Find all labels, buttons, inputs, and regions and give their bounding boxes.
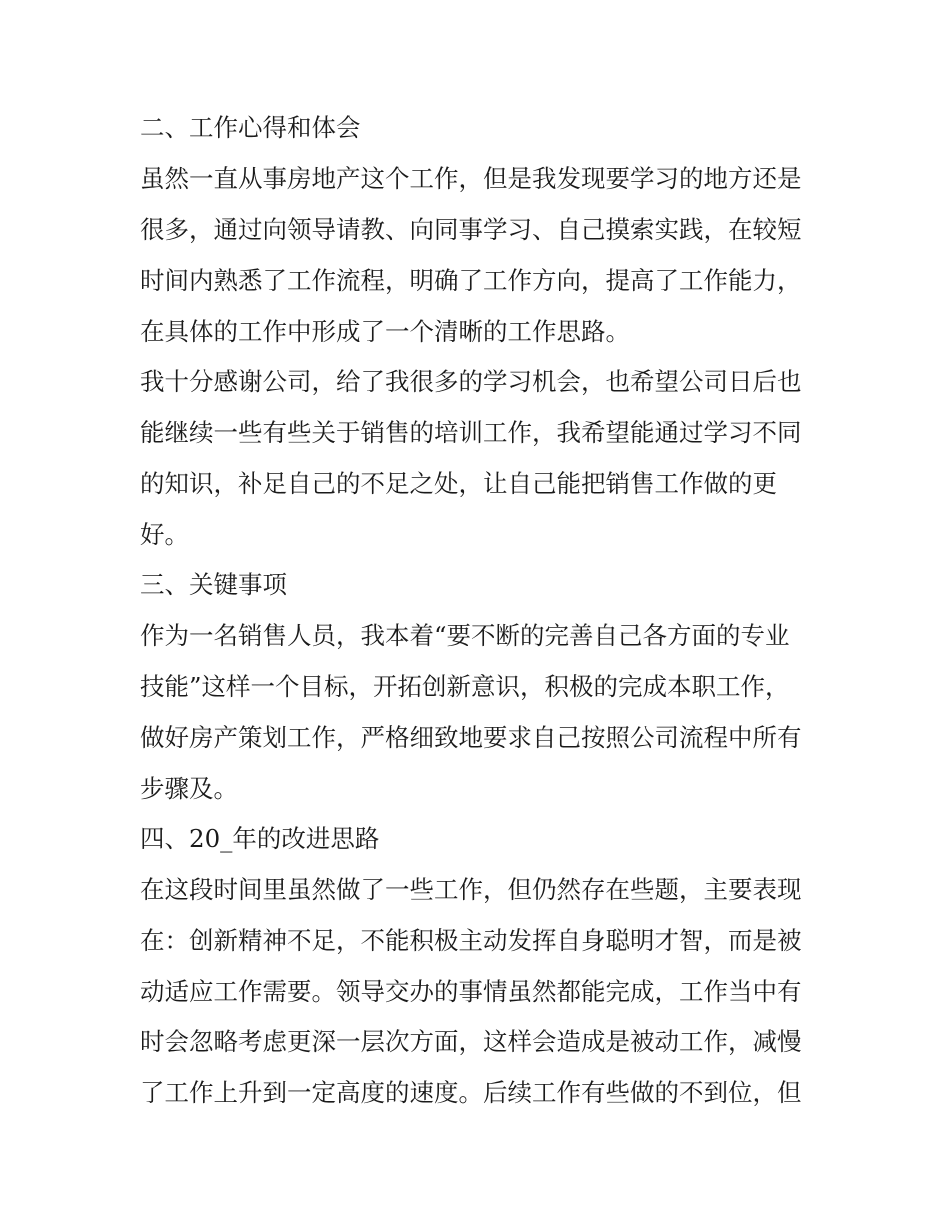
text-line: 做好房产策划工作，严格细致地要求自己按照公司流程中所有: [140, 723, 802, 752]
section-heading-key-matters: 三、关键事项: [140, 570, 287, 599]
text-line: 在：创新精神不足，不能积极主动发挥自身聪明才智，而是被: [140, 926, 802, 955]
text-line: 作为一名销售人员，我本着“要不断的完善自己各方面的专业: [140, 621, 790, 650]
text-line: 了工作上升到一定高度的速度。后续工作有些做的不到位，但: [140, 1078, 802, 1107]
text-line: 我十分感谢公司，给了我很多的学习机会，也希望公司日后也: [140, 367, 802, 396]
text-line: 很多，通过向领导请教、向同事学习、自己摸索实践，在较短: [140, 215, 802, 244]
text-line: 动适应工作需要。领导交办的事情虽然都能完成，工作当中有: [140, 977, 802, 1006]
text-line: 的知识，补足自己的不足之处，让自己能把销售工作做的更: [140, 469, 777, 498]
text-line: 好。: [140, 520, 189, 549]
text-line: 虽然一直从事房地产这个工作，但是我发现要学习的地方还是: [140, 164, 802, 193]
text-line: 能继续一些有些关于销售的培训工作，我希望能通过学习不同: [140, 418, 802, 447]
text-line: 在具体的工作中形成了一个清晰的工作思路。: [140, 317, 630, 346]
section-heading-work-experience: 二、工作心得和体会: [140, 113, 361, 142]
section-heading-improvement-ideas: 四、20_年的改进思路: [140, 824, 380, 853]
text-line: 时间内熟悉了工作流程，明确了工作方向，提高了工作能力，: [140, 266, 802, 295]
text-line: 在这段时间里虽然做了一些工作，但仍然存在些题，主要表现: [140, 875, 802, 904]
text-line: 时会忽略考虑更深一层次方面，这样会造成是被动工作，减慢: [140, 1027, 802, 1056]
text-line: 步骤及。: [140, 774, 238, 803]
text-line: 技能”这样一个目标，开拓创新意识，积极的完成本职工作，: [140, 672, 790, 701]
